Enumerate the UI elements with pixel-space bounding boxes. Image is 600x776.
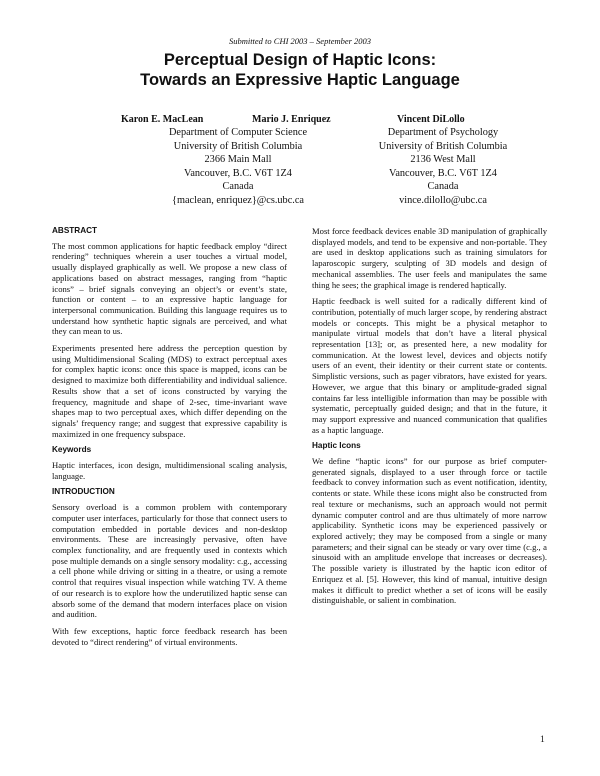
affiliation-line: Canada [427,181,459,192]
title-line-2: Towards an Expressive Haptic Language [140,71,460,89]
keywords-text: Haptic interfaces, icon design, multidimensional scaling analysis, language. [52,460,287,481]
affiliation-line: Vancouver, B.C. V6T 1Z4 [389,167,497,179]
introduction-paragraph-1: Sensory overload is a common problem with contemporary computer user interfaces, particularly for those that connect users to computation embedded in portable devices and non-desktop environments. These are increasingly pervasive, often have complex functionality, and are frequently used in contexts which pose multiple demands on a single sensory modality: c.g., accessing a cell phone while driving or sitting in a theatre, or using a remote control that requires visual inspection while watching TV. A theme of our research is to explore how the underutilized haptic sense can absorb some of the demand that modern interfaces place on vision and audition. [52,502,287,620]
abstract-heading: ABSTRACT [52,226,98,235]
right-paragraph-3: We define “haptic icons” for our purpose as brief computer-generated signals, displayed to a user through force or tactile feedback to convey information such as event notification, identity, contents or state. While these icons might also be constructed from real texture or mechanisms, such an approach would not permit dynamic computer control and are thus ultimately of more narrow applicability. Synthetic icons may be experienced passively or explored actively; they may be composed from a single or many parameters; and their signal can be steady or vary over time (c.g., a sinusoid with an amplitude envelope that increases or decreases). The possible variety is illustrated by the haptic icon editor of Enriquez et al. [5]. However, this kind of manual, intuitive design makes it difficult to predict whether a set of icons will be easily distinguishable, or salient in combination. [312,456,547,606]
haptic-icons-heading: Haptic Icons [312,441,361,451]
right-column [312,226,547,612]
affiliation-line: Canada [222,181,254,192]
affiliation-line: 2366 Main Mall [204,154,272,165]
affiliation-line: University of British Columbia [173,140,303,152]
affiliation-right [348,126,538,207]
abstract-paragraph-2: Experiments presented here address the perception question by using Multidimensional Scaling (MDS) to extract perceptual axes for complex haptic icons: once this space is mapped, icons can be designed to maximize both differentiability and individual salience. Results show that a set of icons constructed by varying the frequency, magnitude and shape of 2-sec, time-invariant wave shapes map to two perceptual axes, which differ depending on the signals’ frequency range; and suggest that expressive capability is maximized in one frequency subspace. [52,343,287,439]
affiliation-line: Vancouver, B.C. V6T 1Z4 [184,167,292,179]
right-paragraph-1: Most force feedback devices enable 3D manipulation of graphically displayed models, and tend to be expensive and non-portable. They are used in desktop applications such as training simulators for laparoscopic surgery, sculpting of 3D models and design of mechanical assemblies. The user feels and manipulates the same thing he sees; the graphical image is rendered haptically. [312,226,547,290]
affiliation-left [118,126,358,207]
affiliation-line: Department of Psychology [387,127,499,138]
author-email: vince.dilollo@ubc.ca [399,194,487,206]
submission-note: Submitted to CHI 2003 – September 2003 [228,36,372,46]
author-email: {maclean, enriquez}@cs.ubc.ca [172,194,304,206]
page-number: 1 [540,735,545,745]
keywords-heading: Keywords [52,445,92,455]
introduction-paragraph-2: With few exceptions, haptic force feedback research has been devoted to “direct rendering” of virtual environments. [52,625,287,647]
affiliation-line: University of British Columbia [378,140,508,152]
affiliation-line: Department of Computer Science [168,127,308,138]
right-paragraph-2: Haptic feedback is well suited for a radically different kind of contribution, potentially of much larger scope, by rendering abstract models or concepts. This might be a physical metaphor to manipulate virtual models that don’t have a literal physical representation [13]; or, as presented here, a new modality for communication. At the lowest level, devices and objects notify users of an event, their identity or their current state or contents. Simplistic versions, such as pager vibrators, have existed for years. However, we argue that this binary or amplitude-graded signal contains far less intelligible information than may be possible with systematic, perceptually guided design; and that in the future, it may support expressive and nuanced communication that qualifies as a haptic language. [312,296,547,435]
left-column [52,226,287,653]
author-2: Mario J. Enriquez [252,114,331,125]
abstract-paragraph-1: The most common applications for haptic feedback employ “direct rendering” techniques wherein a user touches a virtual model, usually displayed graphically as well. We propose a new class of applications based on abstract messages, ranging from “haptic icons” – brief signals conveying an object’s or event’s state, function or content – to an expressive haptic language for interpersonal communication. Building this language requires us to understand how synthetic haptic signals are perceived, and what they can mean to us. [52,240,287,337]
author-1: Karon E. MacLean [121,114,204,125]
affiliation-line: 2136 West Mall [410,154,476,165]
introduction-heading: INTRODUCTION [52,487,115,497]
paper-title [0,50,600,90]
title-line-1: Perceptual Design of Haptic Icons: [163,51,437,69]
author-3: Vincent DiLollo [397,114,465,125]
